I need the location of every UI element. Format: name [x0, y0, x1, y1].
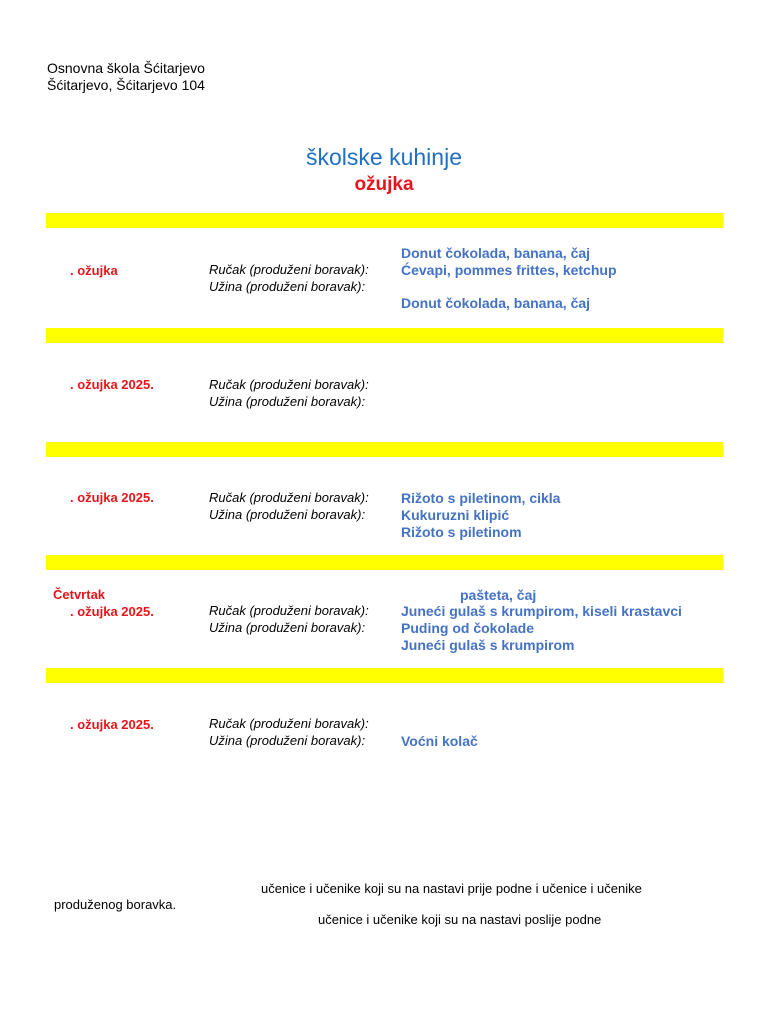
snack-label: Užina (produženi boravak):	[209, 279, 366, 294]
page-title: školske kuhinje	[306, 144, 462, 170]
menu-item: Juneći gulaš s krumpirom	[401, 637, 575, 653]
snack-label: Užina (produženi boravak):	[209, 733, 366, 748]
menu-item: Juneći gulaš s krumpirom, kiseli krastavci	[401, 603, 682, 619]
menu-item: Ćevapi, pommes frittes, ketchup	[401, 262, 617, 278]
lunch-label: Ručak (produženi boravak):	[209, 603, 369, 618]
snack-label: Užina (produženi boravak):	[209, 507, 366, 522]
menu-item: Kukuruzni klipić	[401, 507, 510, 523]
menu-item: pašteta, čaj	[460, 587, 537, 603]
menu-item: Donut čokolada, banana, čaj	[401, 295, 591, 311]
divider-bar	[46, 555, 723, 570]
day-weekday: Četvrtak	[53, 587, 106, 602]
snack-label: Užina (produženi boravak):	[209, 394, 366, 409]
footer-note: produženog boravka.	[54, 897, 177, 912]
divider-bar	[46, 442, 723, 457]
day-date: . ožujka 2025.	[70, 717, 154, 732]
divider-bar	[46, 213, 723, 228]
lunch-label: Ručak (produženi boravak):	[209, 716, 369, 731]
day-date: . ožujka	[70, 263, 118, 278]
menu-item: Voćni kolač	[401, 733, 478, 749]
snack-label: Užina (produženi boravak):	[209, 620, 366, 635]
page-subtitle: ožujka	[354, 174, 414, 195]
day-date: . ožujka 2025.	[70, 490, 154, 505]
lunch-label: Ručak (produženi boravak):	[209, 377, 369, 392]
school-name: Osnovna škola Šćitarjevo	[47, 60, 205, 76]
footer-note: učenice i učenike koji su na nastavi prije podne i učenice i učenike	[261, 881, 642, 896]
lunch-label: Ručak (produženi boravak):	[209, 262, 369, 277]
divider-bar	[46, 328, 723, 343]
menu-item: Rižoto s piletinom	[401, 524, 522, 540]
menu-item: Puding od čokolade	[401, 620, 535, 636]
lunch-label: Ručak (produženi boravak):	[209, 490, 369, 505]
school-address: Šćitarjevo, Šćitarjevo 104	[47, 77, 205, 93]
footer-note: učenice i učenike koji su na nastavi poslije podne	[318, 912, 602, 927]
menu-item: Donut čokolada, banana, čaj	[401, 245, 591, 261]
day-date: . ožujka 2025.	[70, 604, 154, 619]
divider-bar	[46, 668, 723, 683]
day-date: . ožujka 2025.	[70, 377, 154, 392]
menu-item: Rižoto s piletinom, cikla	[401, 490, 561, 506]
